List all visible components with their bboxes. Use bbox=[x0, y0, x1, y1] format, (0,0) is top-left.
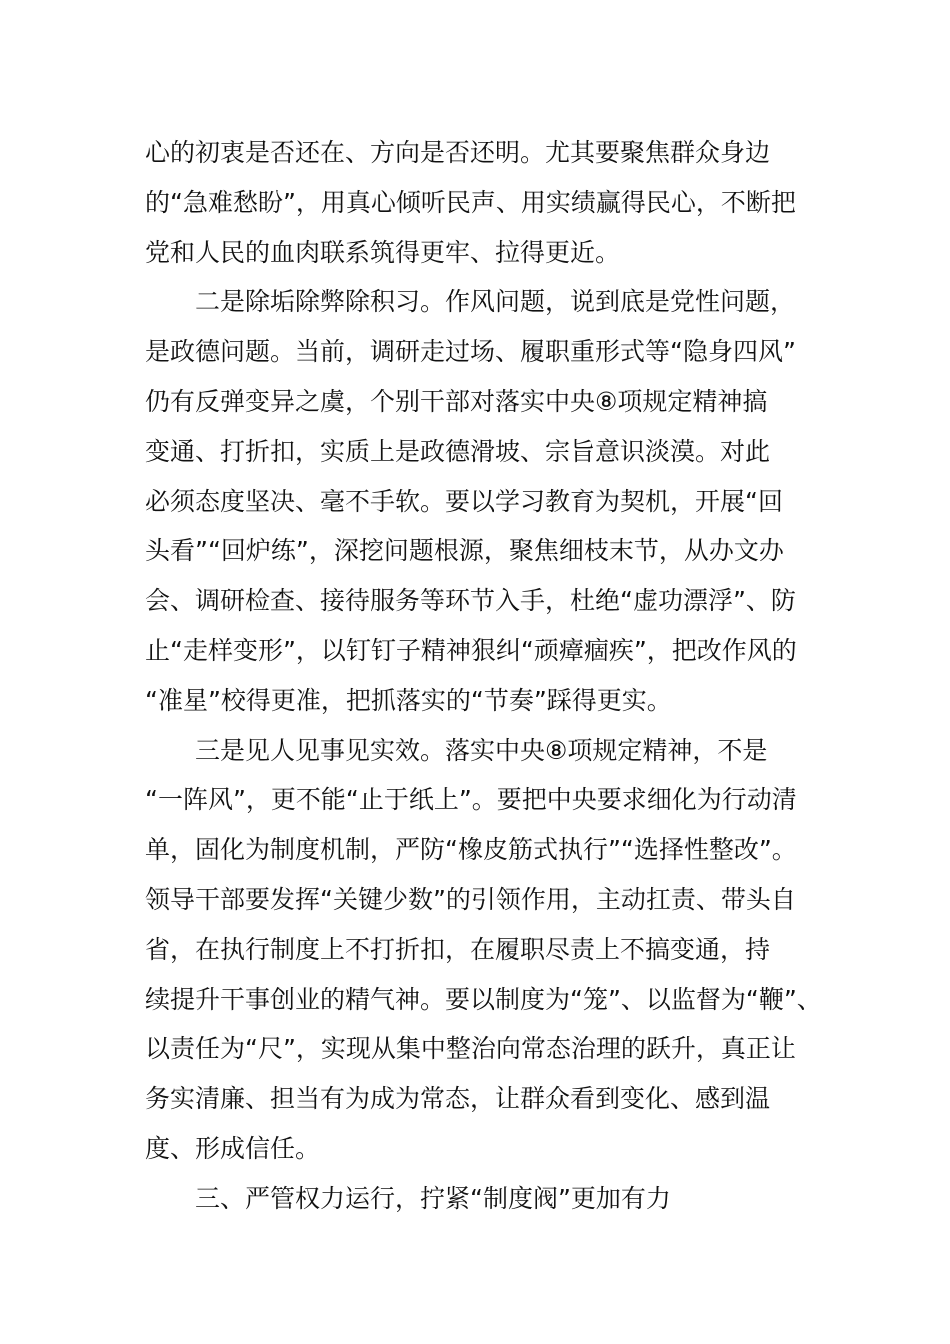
text-line: 省，在执行制度上不打折扣，在履职尽责上不搞变通，持 bbox=[145, 934, 771, 964]
text-line: 会、调研检查、接待服务等环节入手，杜绝“虚功漂浮”、防 bbox=[145, 586, 796, 616]
text-line: 仍有反弹变异之虞，个别干部对落实中央⑧项规定精神搞 bbox=[145, 386, 768, 416]
paragraph-start-line: 三是见人见事见实效。落实中央⑧项规定精神，不是 bbox=[195, 735, 768, 765]
text-line: “一阵风”，更不能“止于纸上”。要把中央要求细化为行动清 bbox=[145, 785, 797, 815]
text-line: 领导干部要发挥“关键少数”的引领作用，主动扛责、带头自 bbox=[145, 884, 796, 914]
text-line: 头看”“回炉练”，深挖问题根源，聚焦细枝末节，从办文办 bbox=[145, 536, 784, 566]
text-line: 变通、打折扣，实质上是政德滑坡、宗旨意识淡漠。对此 bbox=[145, 436, 771, 466]
body-text bbox=[145, 128, 835, 1224]
text-line: 的“急难愁盼”，用真心倾听民声、用实绩赢得民心，不断把 bbox=[145, 187, 796, 217]
text-line: 必须态度坚决、毫不手软。要以学习教育为契机，开展“回 bbox=[145, 486, 783, 516]
text-line: “准星”校得更准，把抓落实的“节奏”踩得更实。 bbox=[145, 685, 672, 715]
paragraph-start-line: 二是除垢除弊除积习。作风问题，说到底是党性问题， bbox=[195, 287, 796, 317]
text-line: 单，固化为制度机制，严防“橡皮筋式执行”“选择性整改”。 bbox=[145, 835, 797, 865]
text-line: 续提升干事创业的精气神。要以制度为“笼”、以监督为“鞭”、 bbox=[145, 984, 822, 1014]
text-line: 心的初衷是否还在、方向是否还明。尤其要聚焦群众身边 bbox=[145, 138, 771, 167]
text-line: 以责任为“尺”，实现从集中整治向常态治理的跃升，真正让 bbox=[145, 1034, 796, 1064]
text-line: 党和人民的血肉联系筑得更牢、拉得更近。 bbox=[145, 237, 621, 267]
text-line: 度、形成信任。 bbox=[145, 1133, 321, 1163]
text-line: 止“走样变形”，以钉钉子精神狠纠“顽瘴痼疾”，把改作风的 bbox=[145, 635, 797, 665]
section-heading: 三、严管权力运行，拧紧“制度阀”更加有力 bbox=[195, 1183, 671, 1213]
text-line: 务实清廉、担当有为成为常态，让群众看到变化、感到温 bbox=[145, 1084, 771, 1114]
text-line: 是政德问题。当前，调研走过场、履职重形式等“隐身四风” bbox=[145, 337, 796, 367]
